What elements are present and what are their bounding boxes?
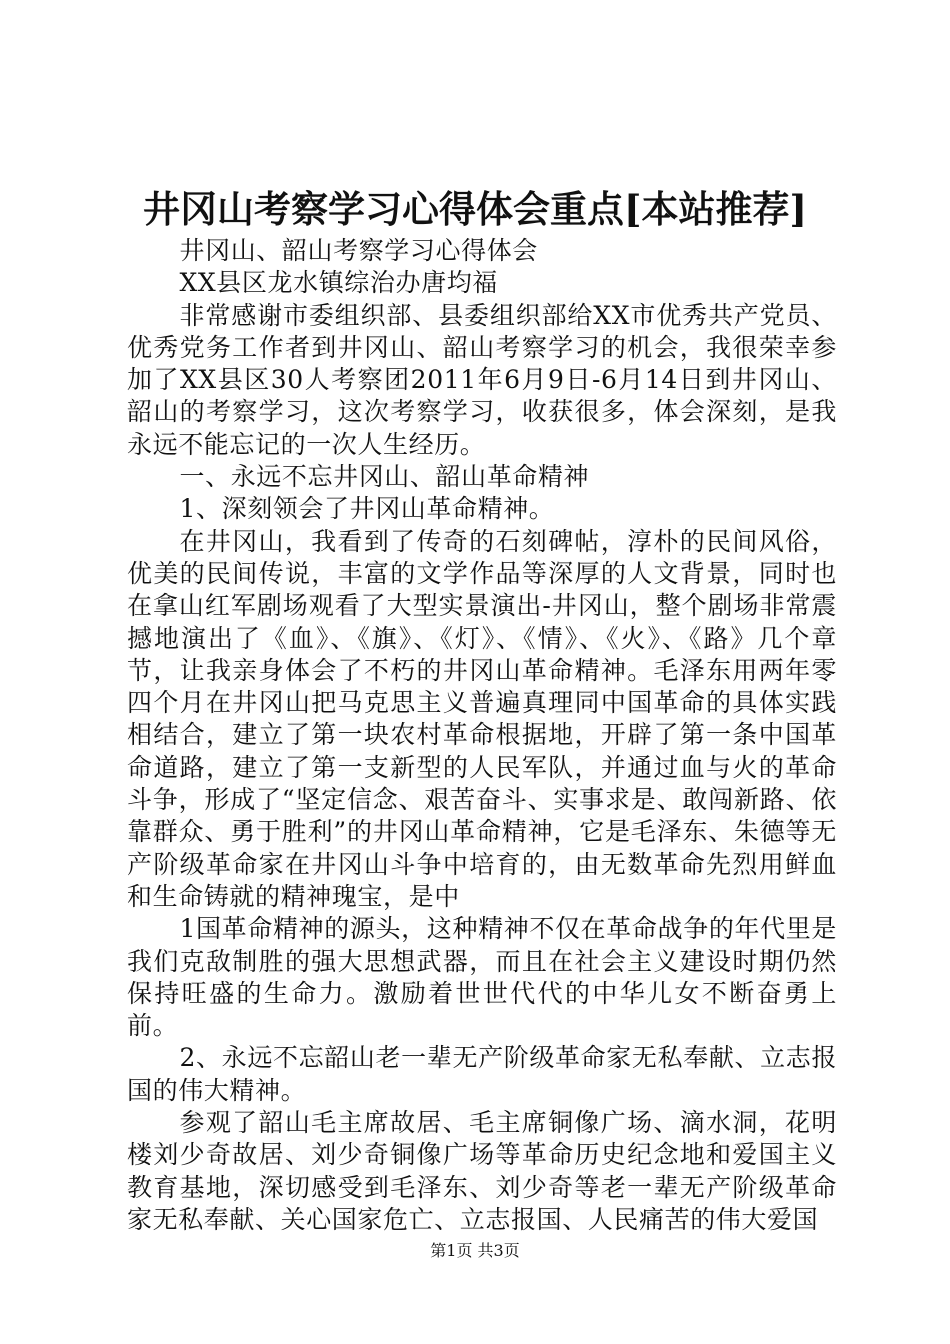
paragraph-subtitle: 井冈山、韶山考察学习心得体会 bbox=[179, 236, 538, 265]
paragraph-intro: 非常感谢市委组织部、县委组织部给XX市优秀共产党员、优秀党务工作者到井冈山、韶山考察学习的机会，我很荣幸参加了XX县区30人考察团2011年6月9日-6月14日到井冈山、韶山的考察学习，这次考察学习，收获很多，体会深刻，是我永远不能忘记的一次人生经历。 bbox=[127, 300, 837, 459]
document-title: 井冈山考察学习心得体会重点[本站推荐] bbox=[142, 187, 807, 231]
document-body bbox=[127, 235, 837, 1236]
page-number-footer: 第1页 共3页 bbox=[430, 1241, 520, 1260]
section-heading-1: 一、永远不忘井冈山、韶山革命精神 bbox=[179, 462, 590, 492]
paragraph-spirit-source: 1国革命精神的源头，这种精神不仅在革命战争的年代里是我们克敌制胜的强大思想武器，而且在社会主义建设时期仍然保持旺盛的生命力。激励着世世代代的中华儿女不断奋勇上前。 bbox=[127, 914, 837, 1041]
paragraph-jinggangshan: 在井冈山，我看到了传奇的石刻碑帖，淳朴的民间风俗，优美的民间传说，丰富的文学作品等深厚的人文背景，同时也在拿山红军剧场观看了大型实景演出-井冈山，整个剧场非常震撼地演出了《血》、《旗》、《灯》、《情》、《火》、《路》几个章节，让我亲身体会了不朽的井冈山革命精神。毛泽东用两年零四个月在井冈山把马克思主义普遍真理同中国革命的具体实践相结合，建立了第一块农村革命根据地，开辟了第一条中国革命道路，建立了第一支新型的人民军队，并通过血与火的革命斗争，形成了“坚定信念、艰苦奋斗、实事求是、敢闯新路、依靠群众、勇于胜利”的井冈山革命精神，它是毛泽东、朱德等无产阶级革命家在井冈山斗争中培育的，由无数革命先烈用鲜血和生命铸就的精神瑰宝，是中 bbox=[127, 526, 837, 911]
paragraph-author: XX县区龙水镇综治办唐均福 bbox=[179, 268, 498, 298]
subsection-heading-2: 2、永远不忘韶山老一辈无产阶级革命家无私奉献、立志报国的伟大精神。 bbox=[127, 1043, 837, 1105]
subsection-heading-1: 1、深刻领会了井冈山革命精神。 bbox=[179, 494, 555, 524]
paragraph-shaoshan: 参观了韶山毛主席故居、毛主席铜像广场、滴水洞，花明楼刘少奇故居、刘少奇铜像广场等革命历史纪念地和爱国主义教育基地，深切感受到毛泽东、刘少奇等老一辈无产阶级革命家无私奉献、关心国家危亡、立志报国、人民痛苦的伟大爱国 bbox=[127, 1108, 837, 1234]
